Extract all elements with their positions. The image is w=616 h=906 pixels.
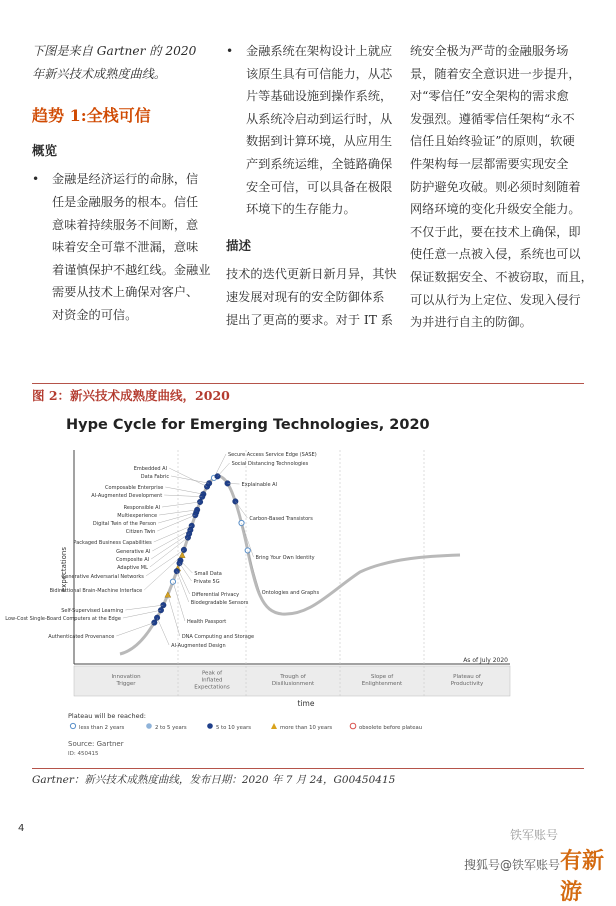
tech-label: Social Distancing Technologies	[231, 461, 309, 467]
tech-marker	[192, 512, 198, 518]
tech-label: Embedded AI	[133, 466, 168, 472]
legend-label: less than 2 years	[79, 725, 125, 731]
chart-title: Hype Cycle for Emerging Technologies, 2020	[66, 417, 430, 433]
col3-line: 统安全极为严苛的金融服务场	[410, 44, 569, 58]
phase-label: Plateau of Productivity	[450, 674, 484, 687]
tech-marker	[233, 499, 239, 505]
bullet-dot: •	[226, 44, 234, 58]
tech-label: AI-Augmented Design	[171, 643, 226, 649]
col3-line: 保证数据安全、不被窃取，而且，	[410, 269, 593, 284]
overview-bullet	[32, 168, 212, 326]
tech-label: Generative Adversarial Networks	[61, 574, 144, 580]
legend-symbol	[271, 723, 277, 729]
column2-bullet	[226, 40, 394, 221]
legend-label: 2 to 5 years	[155, 725, 187, 731]
tech-label: Small Data	[194, 571, 222, 577]
legend-title: Plateau will be reached:	[68, 712, 146, 720]
legend-symbol	[146, 723, 152, 729]
bullet-line: 安全可信，可以具备在极限	[246, 179, 393, 194]
desc-line: 速发展对现有的安全防御体系	[226, 289, 385, 304]
col3-line: 发强烈。遵循零信任架构“永不	[410, 111, 575, 126]
col3-line: 防护避免攻破。则必须时刻随着	[410, 179, 581, 194]
overview-heading: 概览	[32, 142, 58, 158]
col3-line: 可以从行为上定位、发现入侵行	[410, 292, 581, 307]
tech-leader	[158, 512, 196, 523]
as-of-label: As of July 2020	[463, 657, 508, 664]
legend-label: obsolete before plateau	[359, 725, 423, 731]
chart-id: ID: 450415	[68, 751, 99, 757]
bullet-line: 金融系统在架构设计上就应	[246, 44, 393, 58]
middle-column	[226, 40, 397, 331]
right-column	[410, 40, 593, 334]
tech-label: Packaged Business Capabilities	[73, 540, 152, 546]
tech-marker	[177, 560, 183, 566]
trend-heading: 趋势 1:全栈可信	[32, 106, 151, 126]
x-axis-label: time	[297, 699, 315, 708]
y-axis-label: expectations	[60, 546, 68, 592]
bullet-line: 任是金融服务的根本。信任	[52, 194, 199, 209]
tech-label: Bring Your Own Identity	[255, 555, 315, 561]
bullet-line: 对资金的可信。	[52, 307, 138, 322]
tech-label: Composite AI	[115, 557, 150, 563]
watermark-top: 铁军账号	[510, 828, 559, 842]
col3-line: 景，随着安全意识进一步提升，	[410, 66, 581, 81]
figure-top-rule	[32, 383, 584, 384]
bullet-line: 环境下的生存能力。	[246, 202, 356, 217]
col3-line: 信任且始终验证”的原则，软硬	[410, 134, 575, 149]
tech-label: Ontologies and Graphs	[261, 590, 320, 596]
bullet-line: 金融是经济运行的命脉，信	[52, 172, 199, 187]
tech-leader	[177, 571, 189, 602]
col3-line: 使任意一点被入侵，系统也可以	[410, 247, 581, 262]
phase-label: Peak of Inflated Expectations	[194, 670, 230, 691]
legend-symbol	[70, 723, 75, 728]
desc-line: 提出了更高的要求。对于 IT 系	[226, 312, 393, 327]
tech-leader	[162, 502, 200, 507]
tech-label: Self-Supervised Learning	[61, 608, 124, 614]
tech-leader	[164, 495, 202, 497]
tech-leader	[218, 463, 230, 476]
tech-label: Biodegradable Sensors	[190, 600, 249, 606]
tech-label: Carbon-Based Transistors	[249, 516, 313, 522]
tech-label: Authenticated Provenance	[48, 634, 115, 640]
legend-symbol	[207, 723, 213, 729]
tech-label: Multiexperience	[117, 513, 158, 519]
legend	[70, 723, 422, 731]
bullet-line: 着谨慎保护不越红线。金融业	[52, 262, 211, 277]
tech-leader	[165, 487, 203, 494]
tech-leader	[125, 605, 163, 610]
left-column	[32, 40, 212, 327]
bullet-line: 从系统冷启动到运行时，从	[246, 111, 393, 126]
bullet-dot: •	[32, 172, 40, 187]
tech-leader	[171, 476, 209, 483]
tech-label: Secure Access Service Edge (SASE)	[228, 452, 317, 458]
bullet-line: 味着安全可靠不泄漏，意味	[52, 240, 199, 255]
description-heading: 描述	[226, 237, 252, 253]
tech-label: DNA Computing and Storage	[181, 634, 255, 640]
chart-source: Source: Gartner	[68, 740, 124, 748]
tech-label: Composable Enterprise	[105, 485, 164, 491]
col3-line: 件架构每一层都需要实现安全	[410, 156, 569, 171]
intro-line-2: 年新兴技术成熟度曲线。	[32, 66, 167, 81]
tech-leader	[169, 468, 207, 487]
bullet-line: 片等基础设施到操作系统，	[246, 89, 393, 104]
legend-symbol	[350, 723, 356, 729]
hype-cycle-chart	[5, 442, 520, 762]
figure-bottom-rule	[32, 768, 584, 769]
tech-label: Bidirectional Brain-Machine Interface	[49, 588, 143, 594]
tech-label: Responsible AI	[123, 505, 161, 511]
tech-leader	[157, 618, 169, 645]
tech-label: Private 5G	[193, 579, 220, 585]
tech-label: Differential Privacy	[191, 592, 240, 598]
bullet-line: 需要从技术上确保对客户、	[52, 285, 199, 300]
page-number: 4	[18, 823, 25, 834]
tech-label: Data Fabric	[140, 474, 170, 480]
col3-line: 为并进行自主的防御。	[410, 315, 532, 330]
phase-label: Trough of Disillusionment	[271, 674, 315, 687]
tech-label: AI-Augmented Development	[91, 493, 163, 499]
figure-caption: 图 2：新兴技术成熟度曲线，2020	[32, 388, 230, 403]
source-note: Gartner：新兴技术成熟度曲线，发布日期：2020 年 7 月 24，G00450415	[32, 774, 396, 786]
tech-label: Citizen Twin	[125, 529, 156, 535]
legend-label: more than 10 years	[280, 725, 333, 731]
tech-label: Generative AI	[116, 549, 151, 555]
hype-curve	[120, 476, 460, 654]
tech-label: Explainable AI	[241, 482, 278, 488]
phase-label: Innovation Trigger	[111, 674, 141, 687]
watermark-logo: 有新游	[560, 849, 605, 905]
desc-line: 技术的迭代更新日新月异，其快	[226, 267, 397, 282]
tech-label: Adaptive ML	[117, 565, 148, 571]
description-paragraph	[226, 263, 397, 331]
bullet-line: 该原生具有可信能力，从芯	[246, 66, 393, 81]
col3-line: 对“零信任”安全架构的需求愈	[410, 89, 569, 104]
tech-marker	[154, 615, 160, 621]
tech-label: Health Passport	[186, 619, 227, 625]
bullet-line: 数据到计算环境，从应用生	[246, 134, 393, 149]
tech-label: Digital Twin of the Person	[92, 521, 157, 527]
tech-label: Low-Cost Single-Board Computers at the Edge	[5, 616, 121, 622]
bullet-line: 意味着持续服务不间断，意	[52, 217, 199, 232]
watermark-account: 搜狐号@铁军账号	[464, 858, 561, 872]
intro-line-1: 下图是来自 Gartner 的 2020	[32, 44, 197, 58]
bullet-line: 产到系统运维，全链路确保	[246, 156, 393, 171]
col3-line: 不仅于此，要在技术上确保，即	[410, 224, 581, 239]
phase-label: Slope of Enlightenment	[361, 674, 403, 687]
col3-line: 网络环境的变化升级安全能力。	[410, 202, 581, 217]
technology-labels	[5, 452, 319, 649]
tech-marker	[181, 547, 187, 553]
legend-label: 5 to 10 years	[216, 725, 252, 731]
